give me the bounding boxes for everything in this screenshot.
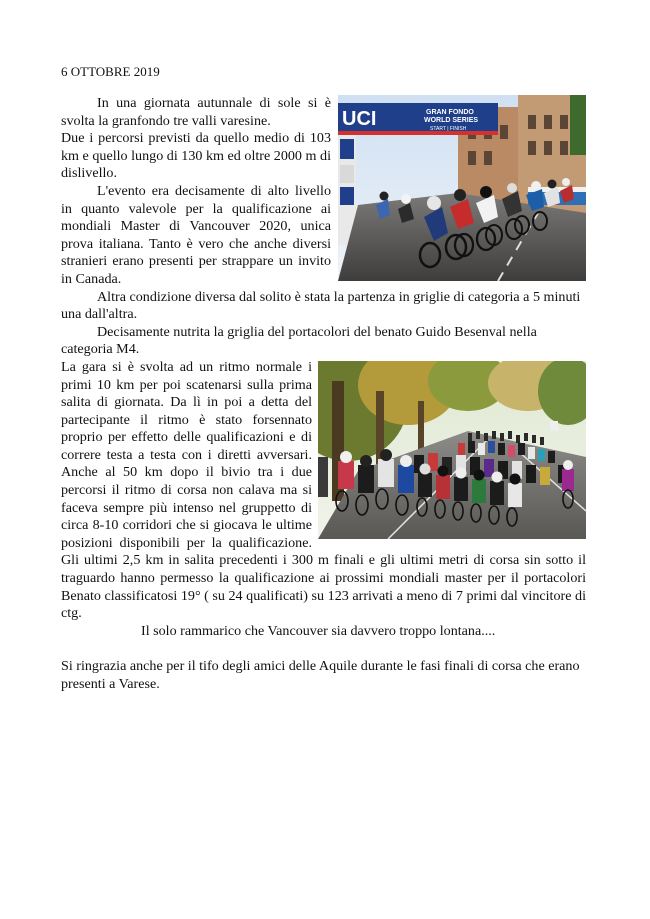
paragraph-2: Due i percorsi previsti da quello medio di 103 km e quello lungo di 130 km ed oltre 2000 m di dislivello. bbox=[61, 130, 331, 182]
paragraph-3: L'evento era decisamente di alto livello in quanto valevole per la qualificazione ai mondiali Master di Vancouver 2020, unica prova italiana. Tanto è vero che anche diversi stranieri erano presenti per strappare un invito in Canada. bbox=[61, 182, 331, 287]
paragraph-5: Decisamente nutrita la griglia del portacolori del benato Guido Besenval nella categoria M4. bbox=[61, 323, 537, 358]
race-start-photo bbox=[338, 95, 586, 281]
svg-text:WORLD SERIES: WORLD SERIES bbox=[424, 117, 479, 124]
banner-brand-text: UCI bbox=[342, 108, 377, 130]
paragraph-8: Si ringrazia anche per il tifo degli amici delle Aquile durante le fasi finali di corsa che erano presenti a Varese. bbox=[61, 658, 580, 692]
paragraph-4: Altra condizione diversa dal solito è stata la partenza in griglie di categoria a 5 minuti una dall'altra. bbox=[61, 288, 581, 323]
blank-line bbox=[61, 640, 586, 658]
article-body bbox=[61, 95, 586, 693]
paragraph-7: Il solo rammarico che Vancouver sia davvero troppo lontana.... bbox=[141, 622, 496, 639]
paragraph-1: In una giornata autunnale di sole si è svolta la granfondo tre valli varesine. bbox=[61, 95, 331, 129]
svg-text:START | FINISH: START | FINISH bbox=[430, 126, 467, 132]
paragraph-6: La gara si è svolta ad un ritmo normale i primi 10 km per poi scatenarsi sulla prima salita di giornata. Da lì in poi a detta del partecipante il ritmo è stato forsennato proprio per effetto delle qualificazioni e di correre testa a testa con i diretti avversari. Anche al 50 km dopo il bivio tra i due percorsi il ritmo di corsa non calava ma si faceva sempre più intenso nel gruppetto di circa 8-10 corridori che si giocava le ultime posizioni disponibili per la qualificazione. Gli ultimi 2,5 km in salita precedenti i 300 m finali e gli ultimi metri di corsa sin sotto il traguardo hanno permesso la qualificazione ai prossimi mondiali master per il portacolori Benato classificatosi 19° ( su 24 qualificati) su 123 arrivati a meno di 7 primi dal vincitore di ctg. bbox=[61, 358, 586, 622]
peloton-photo bbox=[318, 361, 586, 539]
svg-text:GRAN FONDO: GRAN FONDO bbox=[426, 109, 474, 116]
document-date: 6 OTTOBRE 2019 bbox=[61, 64, 160, 79]
